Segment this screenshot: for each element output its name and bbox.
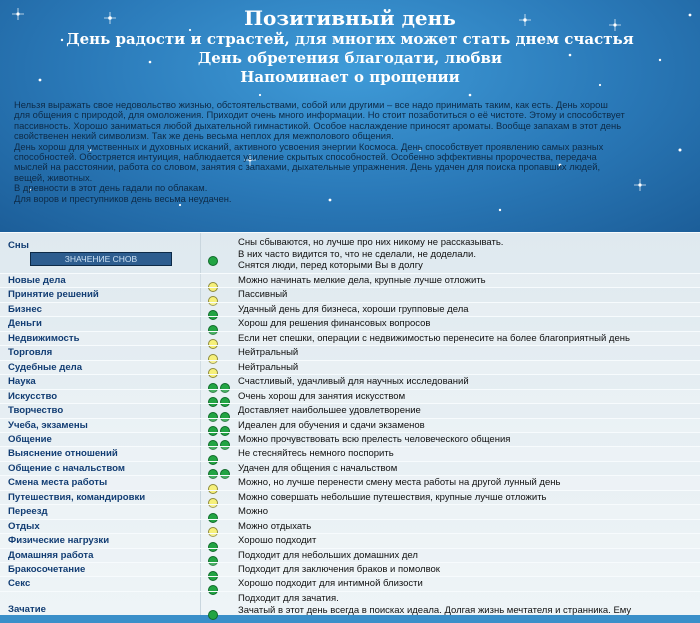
- table-row: [0, 287, 700, 301]
- table-row: [0, 302, 700, 316]
- row-label: Общение с начальством: [8, 462, 125, 474]
- table-row: [0, 345, 700, 359]
- table-row: [0, 461, 700, 475]
- table-row: [0, 316, 700, 330]
- row-description: Можно отдыхать: [238, 520, 312, 532]
- row-description: Нейтральный: [238, 347, 299, 359]
- table-row: [0, 548, 700, 562]
- table-row: [0, 360, 700, 374]
- row-description: Можно начинать мелкие дела, крупные лучше отложить: [238, 275, 486, 286]
- row-description: Доставляет наибольшее удовлетворение: [238, 405, 421, 417]
- day-description: [14, 100, 686, 204]
- intro-line: для общения с природой, для омоложения. Приходит очень много информации. Но стоит позаботиться о её чистоте. Этому и способствует: [14, 109, 625, 121]
- subtitle-line: День обретения благодати, любви: [197, 49, 503, 67]
- intro-line: вещей, животных.: [14, 171, 93, 183]
- row-description: Идеален для обучения и сдачи экзаменов: [238, 419, 425, 431]
- intro-line: Нельзя выражать свое недовольство жизнью, обстоятельствами, собой или другими – все надо принимать таким, как есть. День хорош: [14, 99, 608, 110]
- table-row: [0, 403, 700, 417]
- row-label: Отдых: [8, 520, 40, 532]
- row-description: Не стесняйтесь немного поспорить: [238, 448, 394, 460]
- row-label: Физические нагрузки: [8, 535, 110, 547]
- page-title: Позитивный день: [244, 6, 456, 30]
- row-label: Путешествия, командировки: [8, 491, 146, 503]
- row-label: Бизнес: [8, 303, 42, 315]
- row-label: Недвижимость: [8, 332, 80, 344]
- row-description: Можно совершать небольшие путешествия, крупные лучше отложить: [238, 491, 547, 503]
- row-description: Удачный день для бизнеса, хороши групповые дела: [238, 303, 469, 315]
- row-label: Бракосочетание: [8, 564, 86, 575]
- intro-line: пассивность. Хорошо заниматься любой дыхательной гимнастикой. Особое наслаждение приносят ароматы. Вообще запахам в этот день: [14, 119, 622, 131]
- rating-dots: [208, 250, 220, 269]
- row-description: Хорош для решения финансовых вопросов: [238, 318, 431, 330]
- row-label: Наука: [8, 376, 36, 388]
- intro-line: День хорош для умственных и духовных исканий, активного усвоения энергии Космоса. День способствует проявлению самых разных: [14, 140, 604, 152]
- row-label: Переезд: [8, 506, 48, 518]
- intro-line: способностей. Обостряется интуиция, наблюдается усиление скрытых способностей. Особенно эффективны пророчества, передача: [14, 151, 597, 163]
- rating-dots: [208, 604, 220, 623]
- row-description: Подходит для небольших домашних дел: [238, 549, 418, 561]
- row-description: Подходит для заключения браков и помолвок: [238, 564, 440, 575]
- row-description: Можно: [238, 506, 269, 518]
- row-label: Смена места работы: [8, 477, 108, 489]
- intro-line: В древности в этот день гадали по облакам.: [14, 182, 208, 194]
- activity-table: [0, 232, 700, 615]
- row-description: Очень хорош для занятия искусством: [238, 390, 406, 402]
- row-label: Деньги: [8, 318, 42, 330]
- table-row: [0, 446, 700, 460]
- table-row: [0, 490, 700, 504]
- green-rating-dot: [208, 256, 218, 266]
- row-label: Секс: [8, 578, 31, 590]
- table-row: [0, 504, 700, 518]
- table-row: [0, 389, 700, 403]
- table-row: [0, 331, 700, 345]
- row-description: Если нет спешки, операции с недвижимостью перенесите на более благоприятный день: [238, 332, 630, 344]
- table-row: [0, 562, 700, 576]
- row-description: Подходит для зачатия. Зачатый в этот день всегда в поисках идеала. Долгая жизнь мечтателя и странника. Ему: [238, 593, 632, 616]
- table-row: [0, 576, 700, 590]
- row-label: Торговля: [8, 347, 53, 359]
- row-description: Сны сбываются, но лучше про них никому не рассказывать. В них часто видится то, что не сделали, не доделали. Снятся люди, перед которыми Вы в долгу: [238, 237, 504, 271]
- row-label: Судебные дела: [8, 361, 83, 373]
- row-description: Удачен для общения с начальством: [238, 462, 398, 474]
- table-row: [0, 432, 700, 446]
- table-row: [0, 273, 700, 287]
- intro-line: свойственен некий символизм. Так же день весьма неплох для межполового общения.: [14, 130, 394, 142]
- table-row: [0, 475, 700, 489]
- header-banner: [0, 0, 700, 232]
- row-label: Зачатие: [8, 604, 46, 615]
- table-row-dreams: [0, 232, 700, 272]
- row-description: Пассивный: [238, 289, 288, 301]
- subtitle-line: День радости и страстей, для многих может стать днем счастья: [66, 30, 634, 48]
- row-description: Можно прочувствовать всю прелесть человеческого общения: [238, 433, 511, 445]
- table-row: [0, 519, 700, 533]
- row-description: Хорошо подходит: [238, 535, 317, 547]
- table-row-conception: [0, 591, 700, 615]
- table-row: [0, 418, 700, 432]
- subtitle-line: Напоминает о прощении: [240, 68, 460, 86]
- row-description: Нейтральный: [238, 361, 299, 373]
- row-label: Творчество: [8, 405, 64, 417]
- row-label: Новые дела: [8, 275, 66, 286]
- row-label: Домашняя работа: [8, 549, 94, 561]
- page-title-block: [0, 6, 700, 87]
- row-label: Сны: [8, 240, 29, 251]
- table-row: [0, 374, 700, 388]
- intro-line: Для воров и преступников день весьма неудачен.: [14, 192, 232, 204]
- row-description: Счастливый, удачливый для научных исследований: [238, 376, 469, 388]
- row-description: Можно, но лучше перенести смену места работы на другой лунный день: [238, 477, 561, 489]
- row-label: Учеба, экзамены: [8, 419, 88, 431]
- table-row: [0, 533, 700, 547]
- row-description: Хорошо подходит для интимной близости: [238, 578, 423, 590]
- row-label: Искусство: [8, 390, 58, 402]
- dream-meaning-button[interactable]: ЗНАЧЕНИЕ СНОВ: [30, 252, 172, 266]
- row-label: Принятие решений: [8, 289, 99, 301]
- row-label: Общение: [8, 433, 52, 445]
- row-label: Выяснение отношений: [8, 448, 118, 460]
- intro-line: мыслей на расстоянии, работа со словом, занятия с запахами, дыхательные упражнения. День удачен для поиска пропавших людей,: [14, 161, 601, 173]
